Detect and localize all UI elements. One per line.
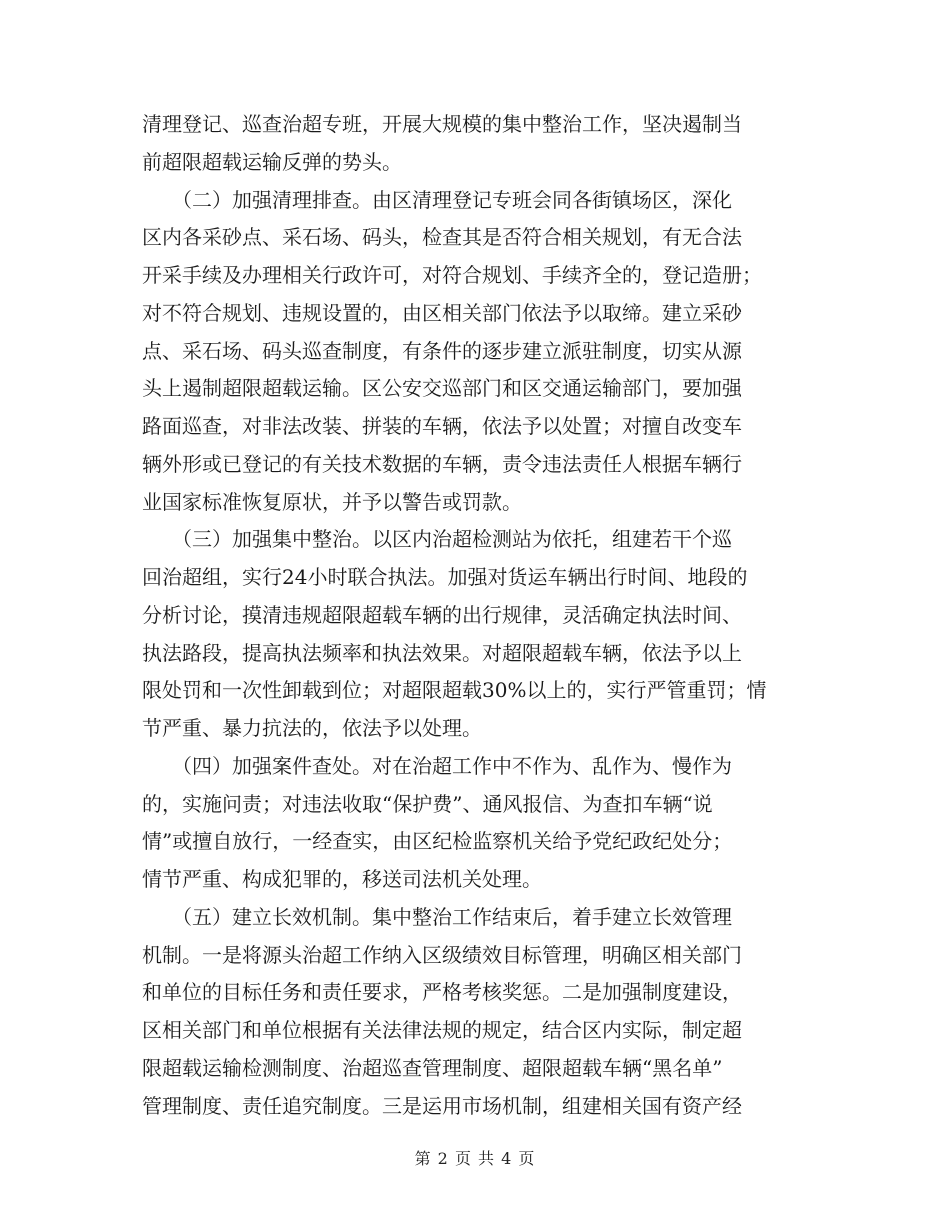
text-line: 业国家标准恢复原状，并予以警告或罚款。: [142, 489, 522, 514]
text-line: 管理制度、责任追究制度。三是运用市场机制，组建相关国有资产经: [142, 1093, 742, 1118]
text-line: 区相关部门和单位根据有关法律法规的规定，结合区内实际，制定超: [142, 1018, 742, 1042]
text-line: （二）加强清理排查。由区清理登记专班会同各街镇场区，深化: [142, 187, 732, 212]
body-text: [142, 106, 808, 1125]
text-line: （四）加强案件查处。对在治超工作中不作为、乱作为、慢作为: [142, 753, 732, 778]
text-line: 对不符合规划、违规设置的，由区相关部门依法予以取缔。建立采砂: [142, 300, 742, 325]
text-line: 限处罚和一次性卸载到位；对超限超载30%以上的，实行严管重罚；情: [142, 678, 767, 703]
text-line: 回治超组，实行24小时联合执法。加强对货运车辆出行时间、地段的: [142, 565, 748, 589]
text-line: 路面巡查，对非法改装、拼装的车辆，依法予以处置；对擅自改变车: [142, 414, 742, 438]
text-line: 情节严重、构成犯罪的，移送司法机关处理。: [142, 867, 542, 891]
text-line: 情”或擅自放行，一经查实，由区纪检监察机关给予党纪政纪处分；: [142, 829, 733, 854]
text-line: 辆外形或已登记的有关技术数据的车辆，责令违法责任人根据车辆行: [142, 451, 742, 476]
text-line: 的，实施问责；对违法收取“保护费”、通风报信、为查扣车辆“说: [142, 791, 713, 816]
text-line: （五）建立长效机制。集中整治工作结束后，着手建立长效管理: [142, 904, 732, 929]
text-line: （三）加强集中整治。以区内治超检测站为依托，组建若干个巡: [142, 527, 732, 552]
text-line: 限超载运输检测制度、治超巡查管理制度、超限超载车辆“黑名单”: [142, 1055, 723, 1080]
text-line: 机制。一是将源头治超工作纳入区级绩效目标管理，明确区相关部门: [142, 942, 742, 967]
text-line: 节严重、暴力抗法的，依法予以处理。: [142, 716, 482, 740]
text-line: 执法路段，提高执法频率和执法效果。对超限超载车辆，依法予以上: [142, 640, 742, 665]
text-line: 清理登记、巡查治超专班，开展大规模的集中整治工作，坚决遏制当: [142, 112, 742, 136]
text-line: 头上遏制超限超载运输。区公安交巡部门和区交通运输部门，要加强: [142, 376, 742, 401]
text-line: 前超限超载运输反弹的势头。: [142, 149, 402, 174]
text-line: 和单位的目标任务和责任要求，严格考核奖惩。二是加强制度建设，: [142, 980, 742, 1005]
text-line: 点、采石场、码头巡查制度，有条件的逐步建立派驻制度，切实从源: [142, 338, 742, 363]
text-line: 分析讨论，摸清违规超限超载车辆的出行规律，灵活确定执法时间、: [142, 602, 742, 627]
text-line: 开采手续及办理相关行政许可，对符合规划、手续齐全的，登记造册；: [142, 263, 762, 287]
page-number-footer: 第 2 页 共 4 页: [414, 1149, 536, 1168]
text-line: 区内各采砂点、采石场、码头，检查其是否符合相关规划，有无合法: [142, 225, 742, 250]
